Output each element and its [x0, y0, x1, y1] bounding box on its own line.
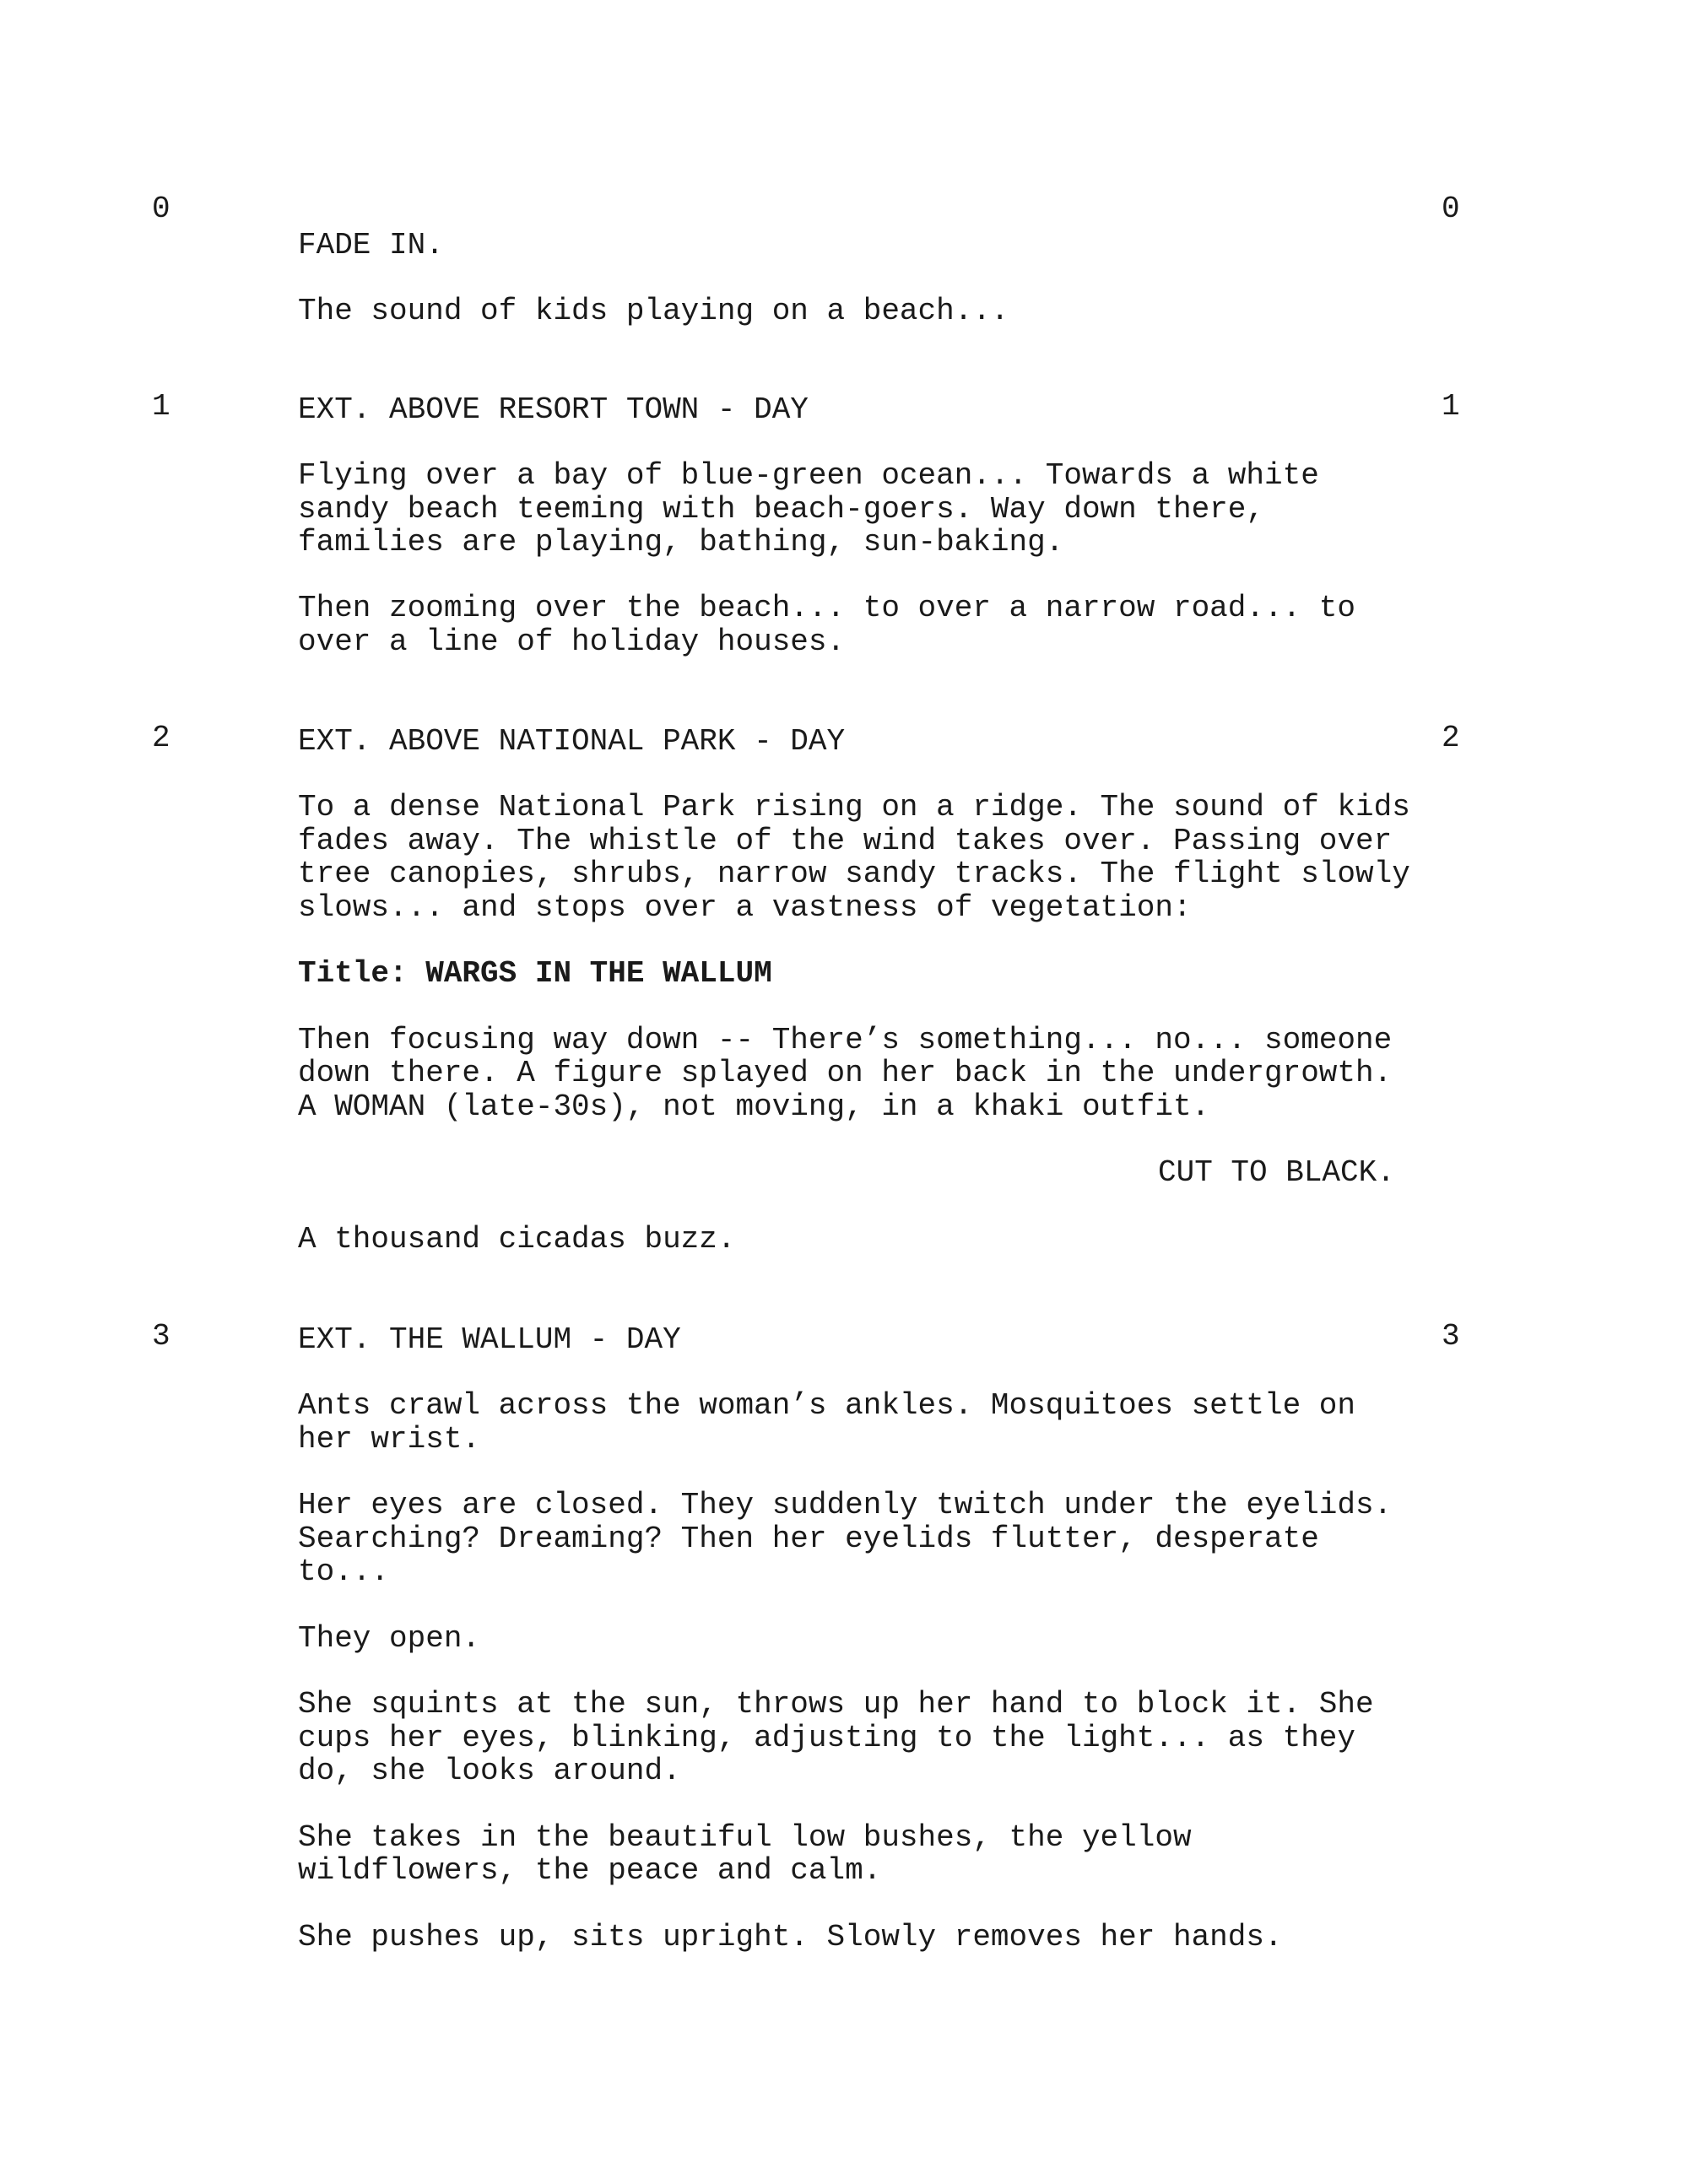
transition-cut-to-black: CUT TO BLACK. [1158, 1155, 1395, 1190]
action-line: The sound of kids playing on a beach... [298, 294, 1009, 328]
scene-number-left: 3 [152, 1319, 170, 1354]
title-card: Title: WARGS IN THE WALLUM [298, 956, 772, 991]
action-line: To a dense National Park rising on a ridge. The sound of kids [298, 790, 1410, 824]
scene-number-left: 1 [152, 389, 170, 424]
scene-heading: EXT. ABOVE NATIONAL PARK - DAY [298, 724, 846, 759]
action-line: Searching? Dreaming? Then her eyelids flutter, desperate [298, 1522, 1319, 1556]
scene-number-left: 0 [152, 192, 170, 226]
action-line: wildflowers, the peace and calm. [298, 1853, 882, 1888]
scene-number-right: 0 [1442, 192, 1460, 226]
action-line: sandy beach teeming with beach-goers. Way down there, [298, 492, 1264, 527]
action-line: Her eyes are closed. They suddenly twitch under the eyelids. [298, 1488, 1393, 1522]
action-line: Flying over a bay of blue-green ocean... Towards a white [298, 458, 1319, 493]
scene-heading: EXT. ABOVE RESORT TOWN - DAY [298, 392, 809, 427]
action-line: fades away. The whistle of the wind takes over. Passing over [298, 824, 1393, 858]
action-line: They open. [298, 1621, 481, 1656]
action-line: families are playing, bathing, sun-baking. [298, 525, 1064, 560]
scene-number-left: 2 [152, 721, 170, 755]
action-line: tree canopies, shrubs, narrow sandy tracks. The flight slowly [298, 857, 1410, 891]
action-line: cups her eyes, blinking, adjusting to the light... as they [298, 1721, 1356, 1755]
action-line: Then focusing way down -- There’s something... no... someone [298, 1023, 1393, 1057]
action-line: her wrist. [298, 1422, 481, 1457]
action-line: She pushes up, sits upright. Slowly removes her hands. [298, 1920, 1283, 1954]
scene-number-right: 3 [1442, 1319, 1460, 1354]
action-line: over a line of holiday houses. [298, 624, 846, 659]
action-line: A WOMAN (late-30s), not moving, in a khaki outfit. [298, 1089, 1210, 1124]
action-line: She squints at the sun, throws up her hand to block it. She [298, 1687, 1374, 1722]
action-line: slows... and stops over a vastness of vegetation: [298, 890, 1192, 925]
action-line: to... [298, 1554, 390, 1589]
action-line: She takes in the beautiful low bushes, the yellow [298, 1820, 1192, 1855]
action-line: A thousand cicadas buzz. [298, 1222, 736, 1257]
scene-heading: EXT. THE WALLUM - DAY [298, 1322, 681, 1357]
scene-number-right: 1 [1442, 389, 1460, 424]
action-line: Ants crawl across the woman’s ankles. Mosquitoes settle on [298, 1388, 1356, 1423]
transition-fade-in: FADE IN. [298, 228, 444, 262]
action-line: Then zooming over the beach... to over a narrow road... to [298, 591, 1356, 625]
scene-number-right: 2 [1442, 721, 1460, 755]
action-line: do, she looks around. [298, 1754, 681, 1788]
action-line: down there. A figure splayed on her back in the undergrowth. [298, 1056, 1393, 1090]
